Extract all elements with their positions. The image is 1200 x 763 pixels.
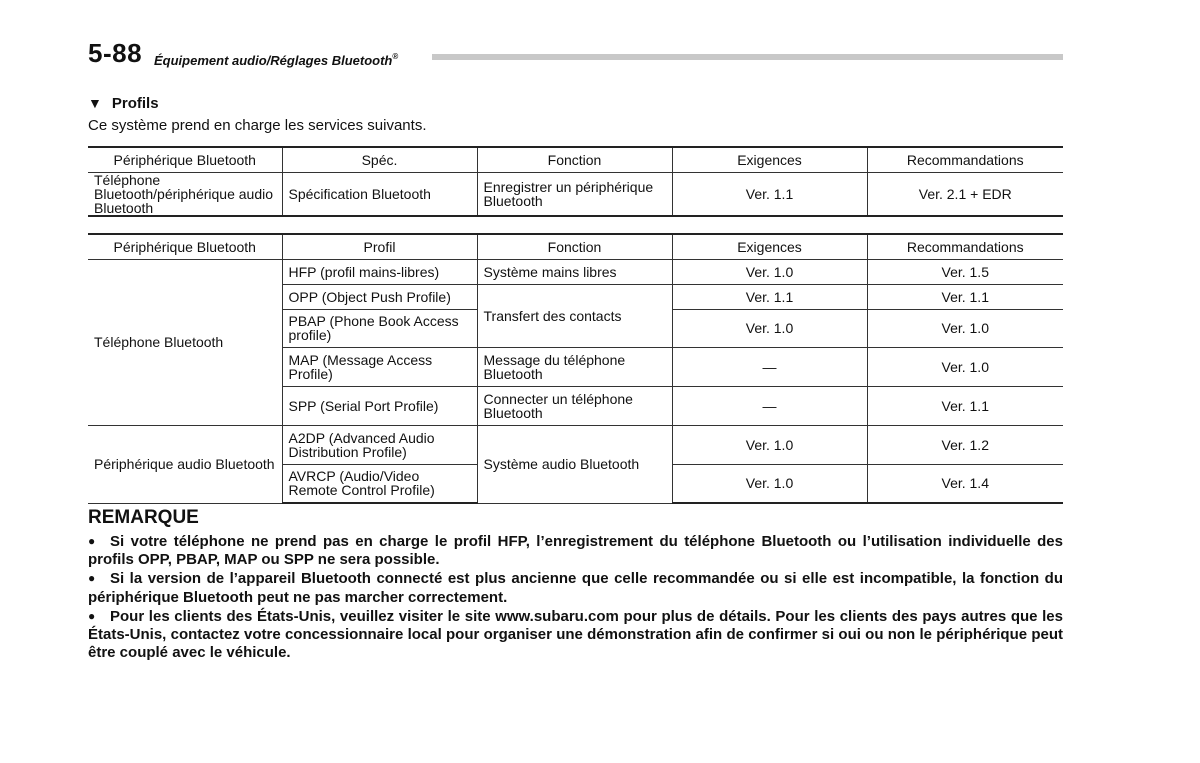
note-text: Si la version de l’appareil Bluetooth connecté est plus ancienne que celle recommandée ou si elle est incompatible, la fonction du périphérique Bluetooth peut ne pas marcher correctement.: [88, 570, 1063, 606]
device-group-cell: Téléphone Bluetooth: [88, 259, 282, 425]
function-cell: Message du téléphone Bluetooth: [477, 347, 672, 386]
requirements-cell: —: [672, 347, 867, 386]
note-item: [88, 569, 1063, 606]
table-header-row: [88, 234, 1063, 259]
page-number: 5-88: [88, 38, 143, 68]
recommendations-cell: Ver. 1.1: [867, 386, 1063, 425]
chapter-title-text: Équipement audio/Réglages Bluetooth: [154, 53, 393, 68]
spec-cell: Spécification Bluetooth: [282, 172, 477, 216]
profiles-table: [88, 233, 1063, 504]
table-row: [88, 425, 1063, 464]
function-cell: Système audio Bluetooth: [477, 425, 672, 503]
page-header: [88, 40, 1063, 66]
profile-cell: OPP (Object Push Profile): [282, 284, 477, 309]
recommendations-cell: Ver. 1.0: [867, 309, 1063, 347]
recommendations-cell: Ver. 1.5: [867, 259, 1063, 284]
recommendations-cell: Ver. 1.1: [867, 284, 1063, 309]
requirements-cell: Ver. 1.1: [672, 284, 867, 309]
registered-mark: ®: [392, 52, 399, 61]
profile-cell: AVRCP (Audio/Video Remote Control Profile): [282, 464, 477, 503]
profile-cell: MAP (Message Access Profile): [282, 347, 477, 386]
column-header: Périphérique Bluetooth: [88, 147, 282, 172]
function-cell: Système mains libres: [477, 259, 672, 284]
column-header: Fonction: [477, 234, 672, 259]
requirements-cell: Ver. 1.0: [672, 464, 867, 503]
column-header: Exigences: [672, 234, 867, 259]
header-rule: [432, 54, 1063, 60]
device-cell: Téléphone Bluetooth/périphérique audio Bluetooth: [88, 172, 282, 216]
chapter-title: [154, 49, 398, 69]
remarque-notes: [88, 532, 1063, 662]
note-item: [88, 532, 1063, 569]
requirements-cell: —: [672, 386, 867, 425]
note-text: Si votre téléphone ne prend pas en charge le profil HFP, l’enregistrement du téléphone Bluetooth ou l’utilisation individuelle des profils OPP, PBAP, MAP ou SPP ne sera possible.: [88, 533, 1063, 569]
section-heading: [88, 94, 159, 113]
requirements-cell: Ver. 1.1: [672, 172, 867, 216]
note-item: [88, 607, 1063, 663]
requirements-cell: Ver. 1.0: [672, 425, 867, 464]
column-header: Exigences: [672, 147, 867, 172]
column-header: Recommandations: [867, 234, 1063, 259]
spec-table: [88, 146, 1063, 217]
column-header: Périphérique Bluetooth: [88, 234, 282, 259]
bullet-icon: ●: [88, 608, 96, 623]
column-header: Profil: [282, 234, 477, 259]
bullet-icon: ●: [88, 534, 96, 548]
recommendations-cell: Ver. 1.2: [867, 425, 1063, 464]
recommendations-cell: Ver. 2.1 + EDR: [867, 172, 1063, 216]
column-header: Spéc.: [282, 147, 477, 172]
function-cell: Connecter un téléphone Bluetooth: [477, 386, 672, 425]
column-header: Fonction: [477, 147, 672, 172]
triangle-down-icon: ▼: [88, 95, 102, 111]
recommendations-cell: Ver. 1.4: [867, 464, 1063, 503]
requirements-cell: Ver. 1.0: [672, 309, 867, 347]
profile-cell: SPP (Serial Port Profile): [282, 386, 477, 425]
section-title-text: Profils: [111, 95, 159, 112]
function-cell: Transfert des contacts: [477, 284, 672, 347]
profile-cell: A2DP (Advanced Audio Distribution Profile): [282, 425, 477, 464]
profile-cell: PBAP (Phone Book Access profile): [282, 309, 477, 347]
column-header: Recommandations: [867, 147, 1063, 172]
bullet-icon: ●: [88, 571, 96, 586]
table-row: [88, 259, 1063, 284]
intro-text: Ce système prend en charge les services suivants.: [88, 117, 427, 134]
table-header-row: [88, 147, 1063, 172]
device-group-cell: Périphérique audio Bluetooth: [88, 425, 282, 503]
profile-cell: HFP (profil mains-libres): [282, 259, 477, 284]
function-cell: Enregistrer un périphérique Bluetooth: [477, 172, 672, 216]
recommendations-cell: Ver. 1.0: [867, 347, 1063, 386]
table-row: [88, 172, 1063, 216]
requirements-cell: Ver. 1.0: [672, 259, 867, 284]
note-text: Pour les clients des États-Unis, veuillez visiter le site www.subaru.com pour plus de détails. Pour les clients des pays autres que les États-Unis, contactez votre concessionnaire local pour organiser une démonstration afin de confirmer si oui ou non le périphérique peut être couplé avec le véhicule.: [88, 607, 1063, 662]
remarque-heading: REMARQUE: [88, 507, 199, 528]
